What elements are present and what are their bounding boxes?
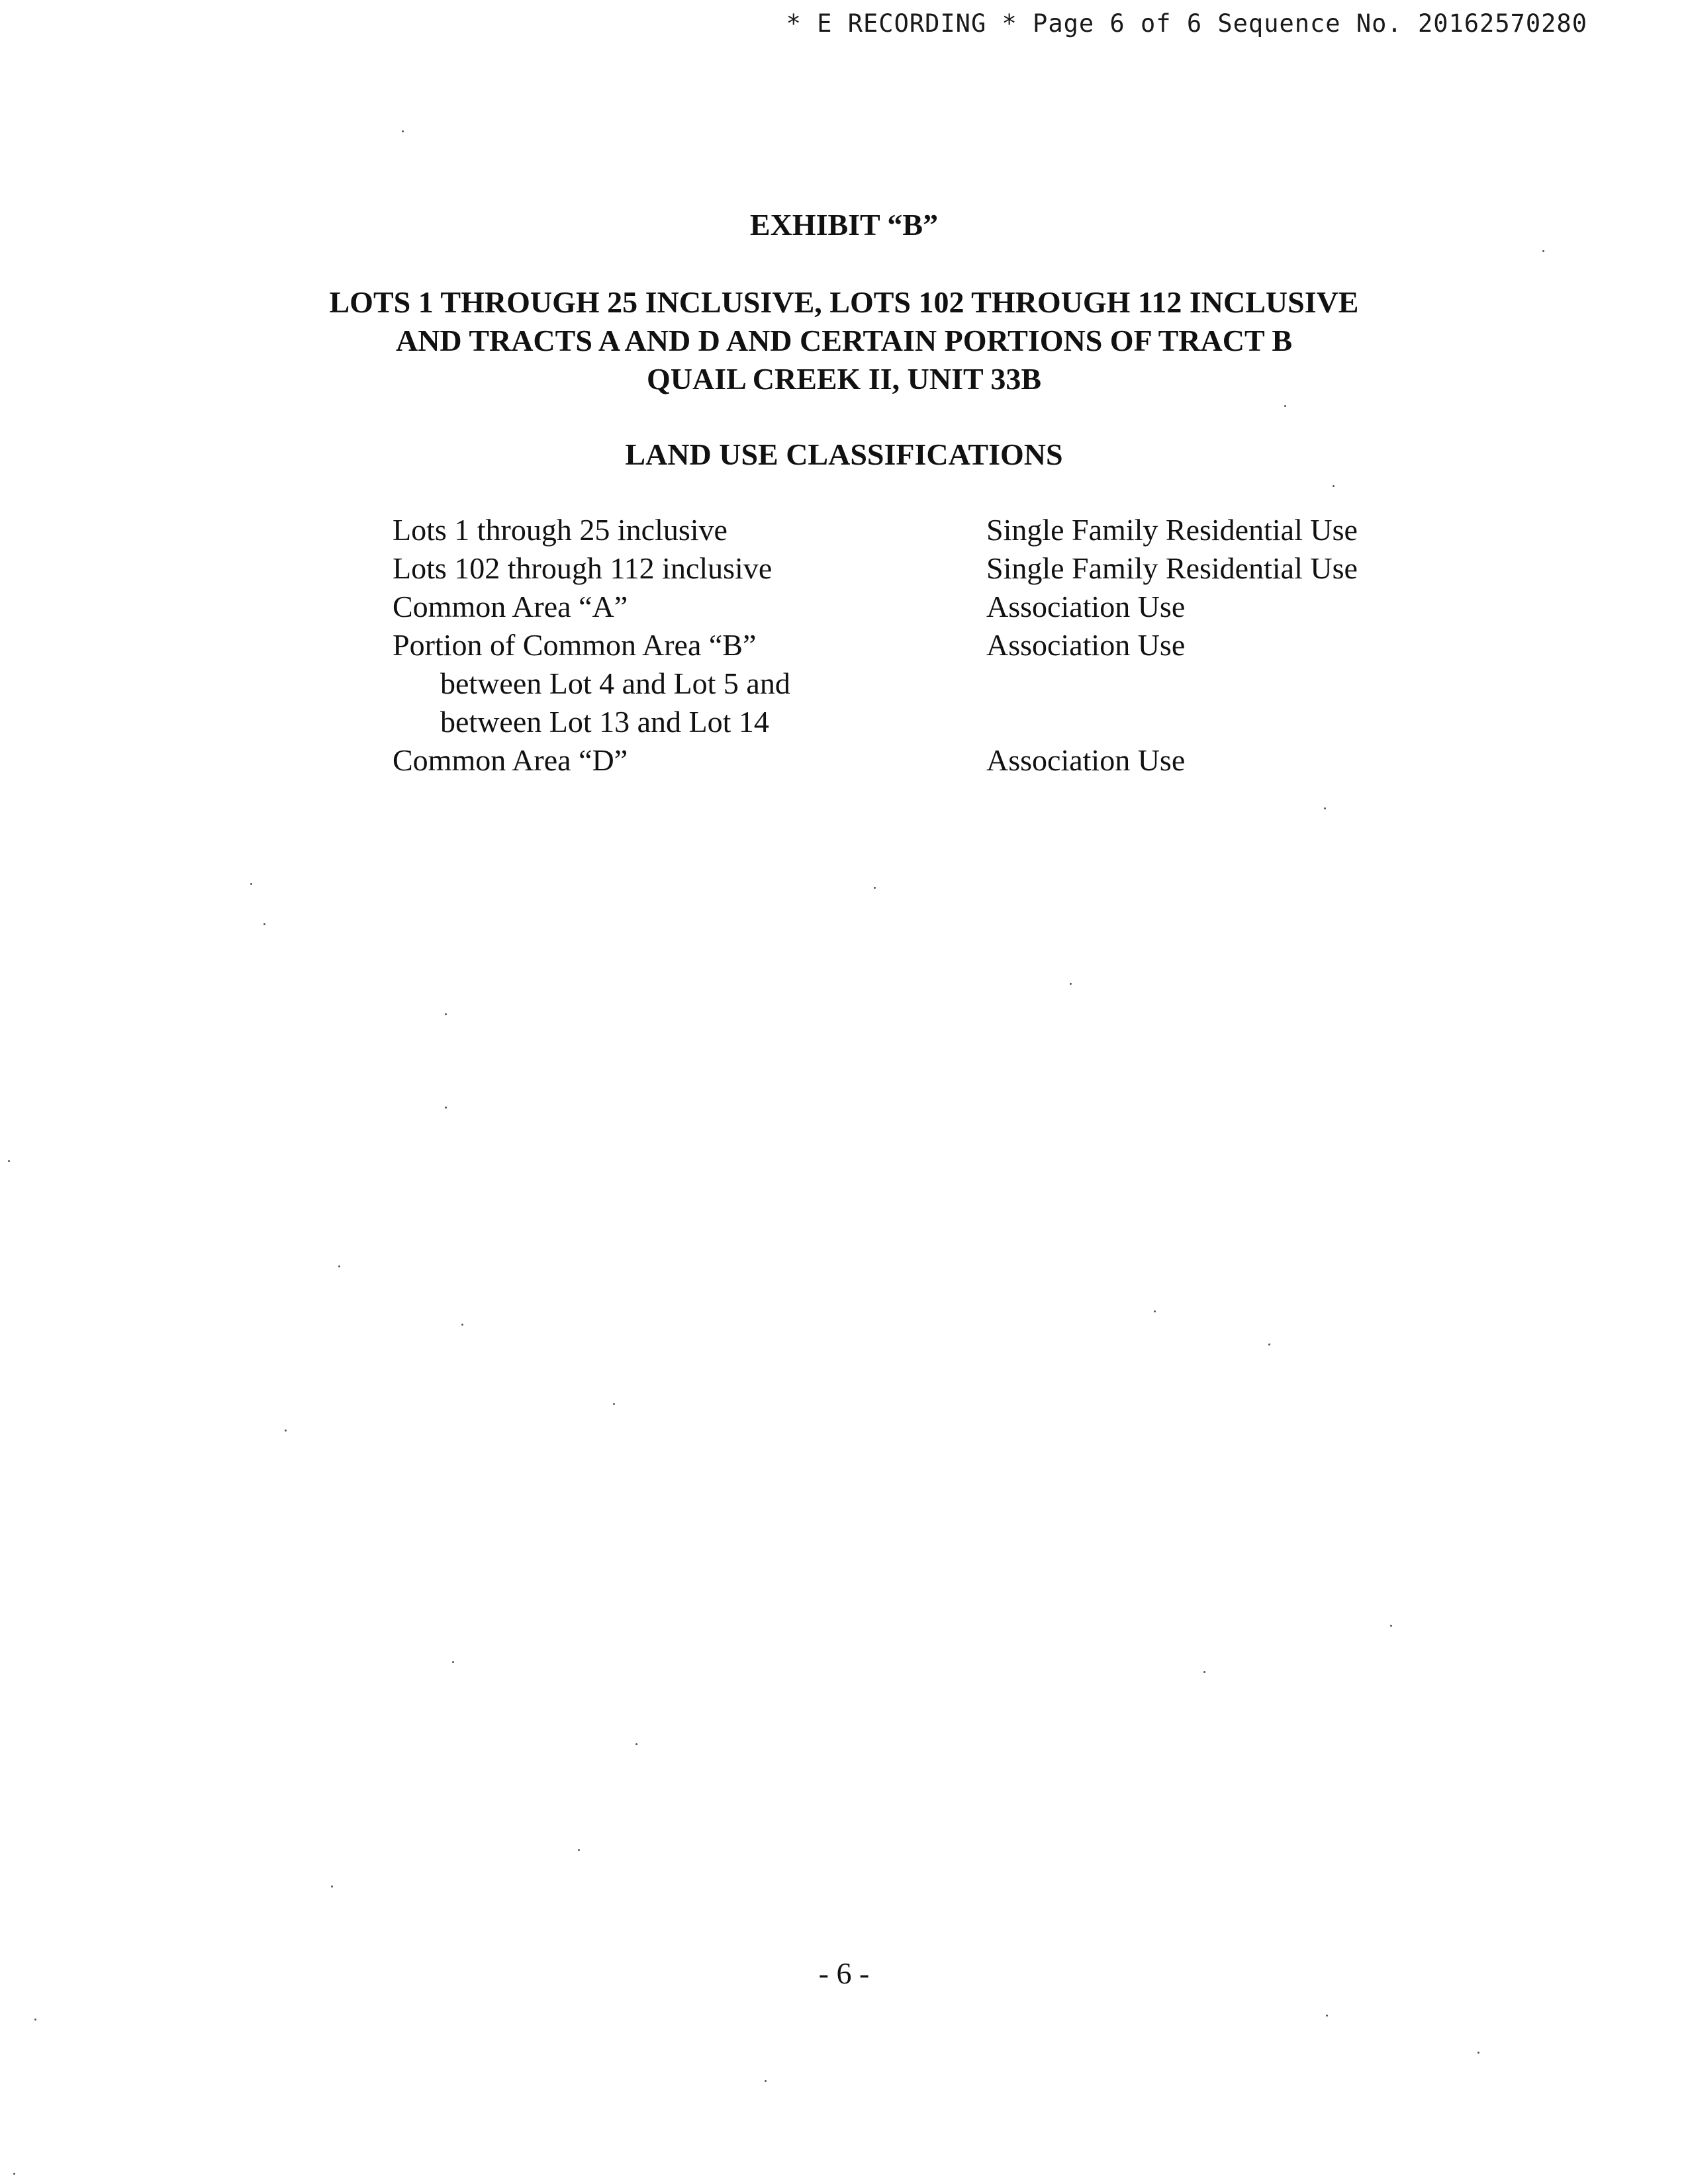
scan-speck: [1477, 2052, 1479, 2054]
scan-speck: [578, 1849, 580, 1851]
scan-speck: [635, 1743, 637, 1745]
classification-row: [393, 549, 1425, 588]
recording-header: * E RECORDING * Page 6 of 6 Sequence No. 20162570280: [786, 9, 1587, 38]
classification-row: [393, 626, 1425, 664]
scan-speck: [1284, 405, 1286, 407]
classification-use: Association Use: [986, 628, 1186, 662]
scan-speck: [1154, 1310, 1156, 1312]
classification-area: Lots 102 through 112 inclusive: [393, 551, 773, 585]
scan-speck: [461, 1324, 463, 1326]
scan-speck: [445, 1107, 447, 1109]
classification-area: Portion of Common Area “B”: [393, 628, 757, 662]
scan-speck: [1333, 485, 1335, 487]
scan-speck: [1268, 1343, 1270, 1345]
scan-speck: [331, 1886, 333, 1888]
lots-title-line: AND TRACTS A AND D AND CERTAIN PORTIONS OF TRACT B: [395, 324, 1292, 357]
scan-speck: [452, 1661, 454, 1663]
classification-area: Common Area “A”: [393, 590, 628, 623]
page-number: - 6 -: [818, 1956, 870, 1990]
scan-speck: [34, 2019, 36, 2021]
classification-use: Single Family Residential Use: [986, 551, 1358, 585]
scan-speck: [8, 1160, 10, 1162]
scan-speck: [1203, 1671, 1205, 1673]
classification-area: Common Area “D”: [393, 743, 628, 777]
exhibit-title: EXHIBIT “B”: [749, 208, 939, 242]
scan-speck: [13, 2173, 15, 2175]
scan-speck: [765, 2080, 767, 2082]
scan-speck: [1542, 250, 1544, 252]
classification-area: Lots 1 through 25 inclusive: [393, 513, 727, 547]
scan-speck: [1324, 807, 1326, 809]
classification-use: Association Use: [986, 743, 1186, 777]
classification-area-detail: between Lot 4 and Lot 5 and: [440, 666, 790, 700]
classification-row: [393, 511, 1425, 549]
classification-use: Association Use: [986, 590, 1186, 623]
classifications-title: LAND USE CLASSIFICATIONS: [625, 437, 1063, 471]
lots-title-line: QUAIL CREEK II, UNIT 33B: [646, 362, 1042, 396]
scan-speck: [285, 1430, 287, 1432]
classification-row: [393, 588, 1425, 626]
scan-speck: [250, 883, 252, 885]
classification-use: Single Family Residential Use: [986, 513, 1358, 547]
scan-speck: [338, 1265, 340, 1267]
scan-speck: [1070, 983, 1072, 985]
scan-speck: [402, 130, 404, 132]
land-use-classifications: [393, 511, 1425, 780]
scan-speck: [263, 923, 265, 925]
classification-row: [393, 741, 1425, 780]
scan-speck: [445, 1013, 447, 1015]
lots-title: [0, 283, 1688, 398]
scan-speck: [874, 887, 876, 889]
scan-speck: [1390, 1625, 1392, 1627]
classification-area-detail: between Lot 13 and Lot 14: [440, 705, 769, 739]
lots-title-line: LOTS 1 THROUGH 25 INCLUSIVE, LOTS 102 THROUGH 112 INCLUSIVE: [329, 285, 1359, 319]
scan-speck: [613, 1403, 615, 1405]
scan-speck: [1326, 2015, 1328, 2017]
